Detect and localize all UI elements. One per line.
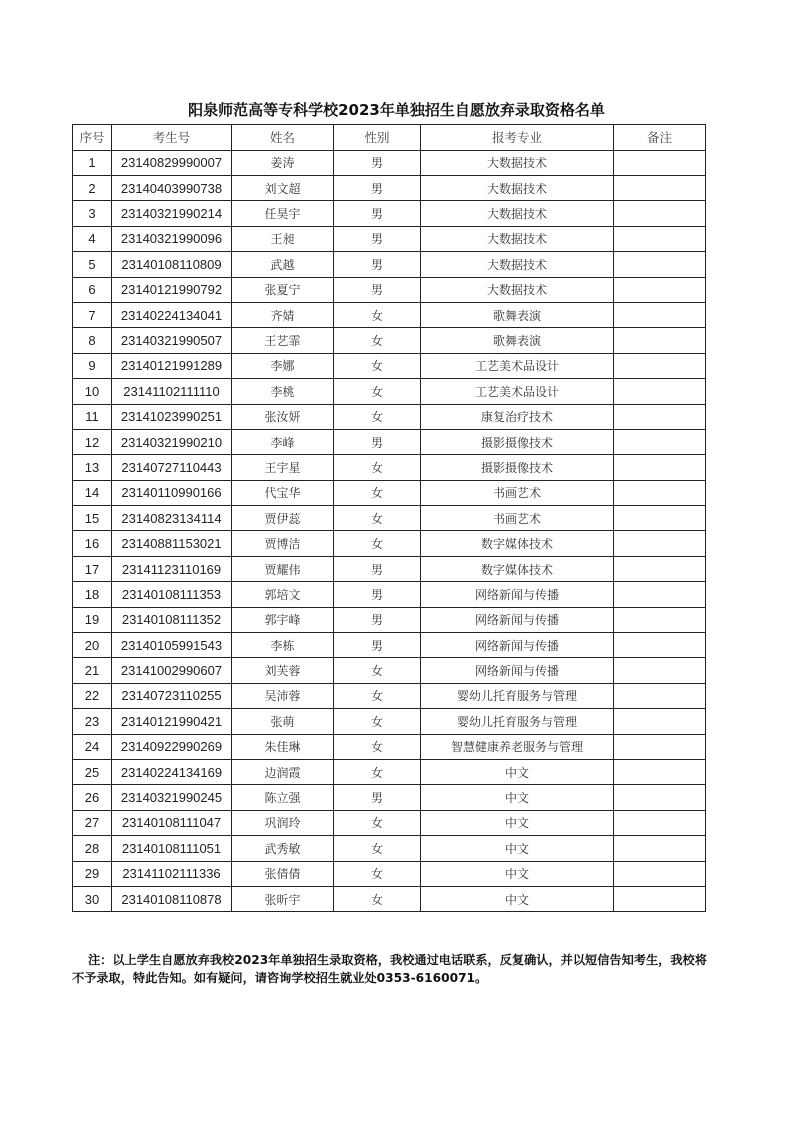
seq-cell: 11 xyxy=(73,404,112,429)
remark-cell xyxy=(614,328,706,353)
major-cell: 康复治疗技术 xyxy=(421,404,614,429)
header-exam-id: 考生号 xyxy=(112,125,232,151)
remark-cell xyxy=(614,252,706,277)
exam-id-cell: 23140881153021 xyxy=(112,531,232,556)
table-header-row xyxy=(73,125,706,151)
name-cell: 朱佳琳 xyxy=(232,734,334,759)
gender-cell: 女 xyxy=(334,709,421,734)
footnote: 注：以上学生自愿放弃我校2023年单独招生录取资格，我校通过电话联系，反复确认，并以短信告知考生，我校将不予录取，特此告知。如有疑问，请咨询学校招生就业处0353-6160071。 xyxy=(72,953,707,985)
name-cell: 巩润玲 xyxy=(232,810,334,835)
table-row xyxy=(73,531,706,556)
remark-cell xyxy=(614,886,706,911)
name-cell: 齐婧 xyxy=(232,302,334,327)
gender-cell: 女 xyxy=(334,302,421,327)
exam-id-cell: 23140727110443 xyxy=(112,455,232,480)
exam-id-cell: 23140321990245 xyxy=(112,785,232,810)
gender-cell: 女 xyxy=(334,328,421,353)
gender-cell: 男 xyxy=(334,785,421,810)
gender-cell: 女 xyxy=(334,480,421,505)
table-row xyxy=(73,582,706,607)
exam-id-cell: 23140121990792 xyxy=(112,277,232,302)
header-major: 报考专业 xyxy=(421,125,614,151)
document-title: 阳泉师范高等专科学校2023年单独招生自愿放弃录取资格名单 xyxy=(188,101,605,119)
exam-id-cell: 23140403990738 xyxy=(112,175,232,200)
gender-cell: 女 xyxy=(334,506,421,531)
major-cell: 书画艺术 xyxy=(421,506,614,531)
seq-cell: 10 xyxy=(73,379,112,404)
exam-id-cell: 23140321990096 xyxy=(112,226,232,251)
gender-cell: 女 xyxy=(334,683,421,708)
name-cell: 王宇星 xyxy=(232,455,334,480)
seq-cell: 27 xyxy=(73,810,112,835)
major-cell: 中文 xyxy=(421,886,614,911)
name-cell: 刘文超 xyxy=(232,175,334,200)
seq-cell: 23 xyxy=(73,709,112,734)
gender-cell: 男 xyxy=(334,175,421,200)
major-cell: 中文 xyxy=(421,759,614,784)
remark-cell xyxy=(614,658,706,683)
remark-cell xyxy=(614,506,706,531)
gender-cell: 男 xyxy=(334,201,421,226)
name-cell: 任昊宇 xyxy=(232,201,334,226)
table-row xyxy=(73,658,706,683)
exam-id-cell: 23140922990269 xyxy=(112,734,232,759)
gender-cell: 女 xyxy=(334,886,421,911)
major-cell: 歌舞表演 xyxy=(421,302,614,327)
seq-cell: 2 xyxy=(73,175,112,200)
gender-cell: 男 xyxy=(334,633,421,658)
remark-cell xyxy=(614,785,706,810)
remark-cell xyxy=(614,582,706,607)
name-cell: 刘芙蓉 xyxy=(232,658,334,683)
name-cell: 吴沛蓉 xyxy=(232,683,334,708)
table-row xyxy=(73,302,706,327)
remark-cell xyxy=(614,810,706,835)
major-cell: 工艺美术品设计 xyxy=(421,379,614,404)
table-row xyxy=(73,734,706,759)
major-cell: 书画艺术 xyxy=(421,480,614,505)
name-cell: 代宝华 xyxy=(232,480,334,505)
remark-cell xyxy=(614,683,706,708)
name-cell: 贾博洁 xyxy=(232,531,334,556)
seq-cell: 8 xyxy=(73,328,112,353)
seq-cell: 7 xyxy=(73,302,112,327)
table-row xyxy=(73,429,706,454)
exam-id-cell: 23140121991289 xyxy=(112,353,232,378)
seq-cell: 16 xyxy=(73,531,112,556)
seq-cell: 6 xyxy=(73,277,112,302)
header-name: 姓名 xyxy=(232,125,334,151)
table-row xyxy=(73,633,706,658)
seq-cell: 4 xyxy=(73,226,112,251)
name-cell: 张夏宁 xyxy=(232,277,334,302)
table-row xyxy=(73,175,706,200)
gender-cell: 女 xyxy=(334,455,421,480)
name-cell: 郭宇峰 xyxy=(232,607,334,632)
exam-id-cell: 23140108111353 xyxy=(112,582,232,607)
table-row xyxy=(73,150,706,175)
name-cell: 张萌 xyxy=(232,709,334,734)
name-cell: 李桃 xyxy=(232,379,334,404)
exam-id-cell: 23140321990507 xyxy=(112,328,232,353)
gender-cell: 女 xyxy=(334,734,421,759)
remark-cell xyxy=(614,455,706,480)
name-cell: 陈立强 xyxy=(232,785,334,810)
table-body xyxy=(73,150,706,912)
table-row xyxy=(73,480,706,505)
table-row xyxy=(73,353,706,378)
seq-cell: 5 xyxy=(73,252,112,277)
seq-cell: 1 xyxy=(73,150,112,175)
exam-id-cell: 23140108111051 xyxy=(112,836,232,861)
seq-cell: 14 xyxy=(73,480,112,505)
name-cell: 李娜 xyxy=(232,353,334,378)
major-cell: 大数据技术 xyxy=(421,150,614,175)
seq-cell: 25 xyxy=(73,759,112,784)
remark-cell xyxy=(614,709,706,734)
exam-id-cell: 23141023990251 xyxy=(112,404,232,429)
exam-id-cell: 23140723110255 xyxy=(112,683,232,708)
seq-cell: 24 xyxy=(73,734,112,759)
exam-id-cell: 23140321990214 xyxy=(112,201,232,226)
major-cell: 中文 xyxy=(421,836,614,861)
gender-cell: 女 xyxy=(334,531,421,556)
seq-cell: 13 xyxy=(73,455,112,480)
gender-cell: 男 xyxy=(334,252,421,277)
major-cell: 中文 xyxy=(421,785,614,810)
gender-cell: 女 xyxy=(334,810,421,835)
seq-cell: 21 xyxy=(73,658,112,683)
table-row xyxy=(73,252,706,277)
remark-cell xyxy=(614,429,706,454)
exam-id-cell: 23140321990210 xyxy=(112,429,232,454)
remark-cell xyxy=(614,531,706,556)
table-row xyxy=(73,404,706,429)
name-cell: 武秀敏 xyxy=(232,836,334,861)
name-cell: 边润霞 xyxy=(232,759,334,784)
remark-cell xyxy=(614,836,706,861)
major-cell: 摄影摄像技术 xyxy=(421,429,614,454)
name-cell: 王艺霏 xyxy=(232,328,334,353)
table-row xyxy=(73,379,706,404)
remark-cell xyxy=(614,607,706,632)
gender-cell: 女 xyxy=(334,658,421,683)
remark-cell xyxy=(614,633,706,658)
major-cell: 大数据技术 xyxy=(421,252,614,277)
gender-cell: 男 xyxy=(334,150,421,175)
table-row xyxy=(73,506,706,531)
major-cell: 歌舞表演 xyxy=(421,328,614,353)
name-cell: 王昶 xyxy=(232,226,334,251)
exam-id-cell: 23140110990166 xyxy=(112,480,232,505)
major-cell: 大数据技术 xyxy=(421,175,614,200)
seq-cell: 18 xyxy=(73,582,112,607)
exam-id-cell: 23141102111336 xyxy=(112,861,232,886)
major-cell: 婴幼儿托育服务与管理 xyxy=(421,709,614,734)
gender-cell: 女 xyxy=(334,353,421,378)
remark-cell xyxy=(614,734,706,759)
remark-cell xyxy=(614,480,706,505)
major-cell: 大数据技术 xyxy=(421,226,614,251)
exam-id-cell: 23140108110809 xyxy=(112,252,232,277)
table-row xyxy=(73,455,706,480)
exam-id-cell: 23140105991543 xyxy=(112,633,232,658)
table-row xyxy=(73,810,706,835)
table-row xyxy=(73,709,706,734)
name-cell: 张倩倩 xyxy=(232,861,334,886)
major-cell: 数字媒体技术 xyxy=(421,531,614,556)
gender-cell: 男 xyxy=(334,226,421,251)
major-cell: 工艺美术品设计 xyxy=(421,353,614,378)
table-row xyxy=(73,201,706,226)
remark-cell xyxy=(614,201,706,226)
name-cell: 张汝妍 xyxy=(232,404,334,429)
remark-cell xyxy=(614,861,706,886)
table-row xyxy=(73,328,706,353)
table-row xyxy=(73,683,706,708)
gender-cell: 男 xyxy=(334,582,421,607)
table-row xyxy=(73,836,706,861)
exam-id-cell: 23140829990007 xyxy=(112,150,232,175)
gender-cell: 男 xyxy=(334,277,421,302)
exam-id-cell: 23141123110169 xyxy=(112,556,232,581)
name-cell: 贾耀伟 xyxy=(232,556,334,581)
exam-id-cell: 23140224134169 xyxy=(112,759,232,784)
remark-cell xyxy=(614,759,706,784)
major-cell: 中文 xyxy=(421,810,614,835)
name-cell: 李栋 xyxy=(232,633,334,658)
remark-cell xyxy=(614,353,706,378)
name-cell: 李峰 xyxy=(232,429,334,454)
table-row xyxy=(73,226,706,251)
exam-id-cell: 23141002990607 xyxy=(112,658,232,683)
name-cell: 姜涛 xyxy=(232,150,334,175)
seq-cell: 19 xyxy=(73,607,112,632)
major-cell: 数字媒体技术 xyxy=(421,556,614,581)
major-cell: 摄影摄像技术 xyxy=(421,455,614,480)
table-row xyxy=(73,861,706,886)
gender-cell: 女 xyxy=(334,404,421,429)
exam-id-cell: 23140108111352 xyxy=(112,607,232,632)
major-cell: 中文 xyxy=(421,861,614,886)
remark-cell xyxy=(614,379,706,404)
seq-cell: 22 xyxy=(73,683,112,708)
major-cell: 网络新闻与传播 xyxy=(421,633,614,658)
name-cell: 武越 xyxy=(232,252,334,277)
table-row xyxy=(73,886,706,911)
seq-cell: 17 xyxy=(73,556,112,581)
seq-cell: 28 xyxy=(73,836,112,861)
table-row xyxy=(73,607,706,632)
gender-cell: 男 xyxy=(334,556,421,581)
remark-cell xyxy=(614,277,706,302)
table-row xyxy=(73,759,706,784)
gender-cell: 女 xyxy=(334,836,421,861)
major-cell: 大数据技术 xyxy=(421,277,614,302)
exam-id-cell: 23140224134041 xyxy=(112,302,232,327)
seq-cell: 9 xyxy=(73,353,112,378)
gender-cell: 男 xyxy=(334,429,421,454)
exam-id-cell: 23141102111110 xyxy=(112,379,232,404)
remark-cell xyxy=(614,226,706,251)
remark-cell xyxy=(614,302,706,327)
header-remark: 备注 xyxy=(614,125,706,151)
gender-cell: 女 xyxy=(334,861,421,886)
major-cell: 网络新闻与传播 xyxy=(421,607,614,632)
table-row xyxy=(73,785,706,810)
table-row xyxy=(73,556,706,581)
exam-id-cell: 23140108111047 xyxy=(112,810,232,835)
major-cell: 婴幼儿托育服务与管理 xyxy=(421,683,614,708)
seq-cell: 15 xyxy=(73,506,112,531)
gender-cell: 男 xyxy=(334,607,421,632)
exam-id-cell: 23140121990421 xyxy=(112,709,232,734)
major-cell: 网络新闻与传播 xyxy=(421,582,614,607)
seq-cell: 30 xyxy=(73,886,112,911)
seq-cell: 3 xyxy=(73,201,112,226)
gender-cell: 女 xyxy=(334,379,421,404)
seq-cell: 29 xyxy=(73,861,112,886)
name-cell: 张昕宇 xyxy=(232,886,334,911)
major-cell: 大数据技术 xyxy=(421,201,614,226)
withdrawal-list-table xyxy=(72,124,706,912)
exam-id-cell: 23140108110878 xyxy=(112,886,232,911)
remark-cell xyxy=(614,150,706,175)
seq-cell: 12 xyxy=(73,429,112,454)
header-seq: 序号 xyxy=(73,125,112,151)
seq-cell: 26 xyxy=(73,785,112,810)
remark-cell xyxy=(614,556,706,581)
remark-cell xyxy=(614,404,706,429)
table-row xyxy=(73,277,706,302)
exam-id-cell: 23140823134114 xyxy=(112,506,232,531)
major-cell: 智慧健康养老服务与管理 xyxy=(421,734,614,759)
header-gender: 性别 xyxy=(334,125,421,151)
name-cell: 郭培文 xyxy=(232,582,334,607)
name-cell: 贾伊蕊 xyxy=(232,506,334,531)
remark-cell xyxy=(614,175,706,200)
seq-cell: 20 xyxy=(73,633,112,658)
gender-cell: 女 xyxy=(334,759,421,784)
major-cell: 网络新闻与传播 xyxy=(421,658,614,683)
